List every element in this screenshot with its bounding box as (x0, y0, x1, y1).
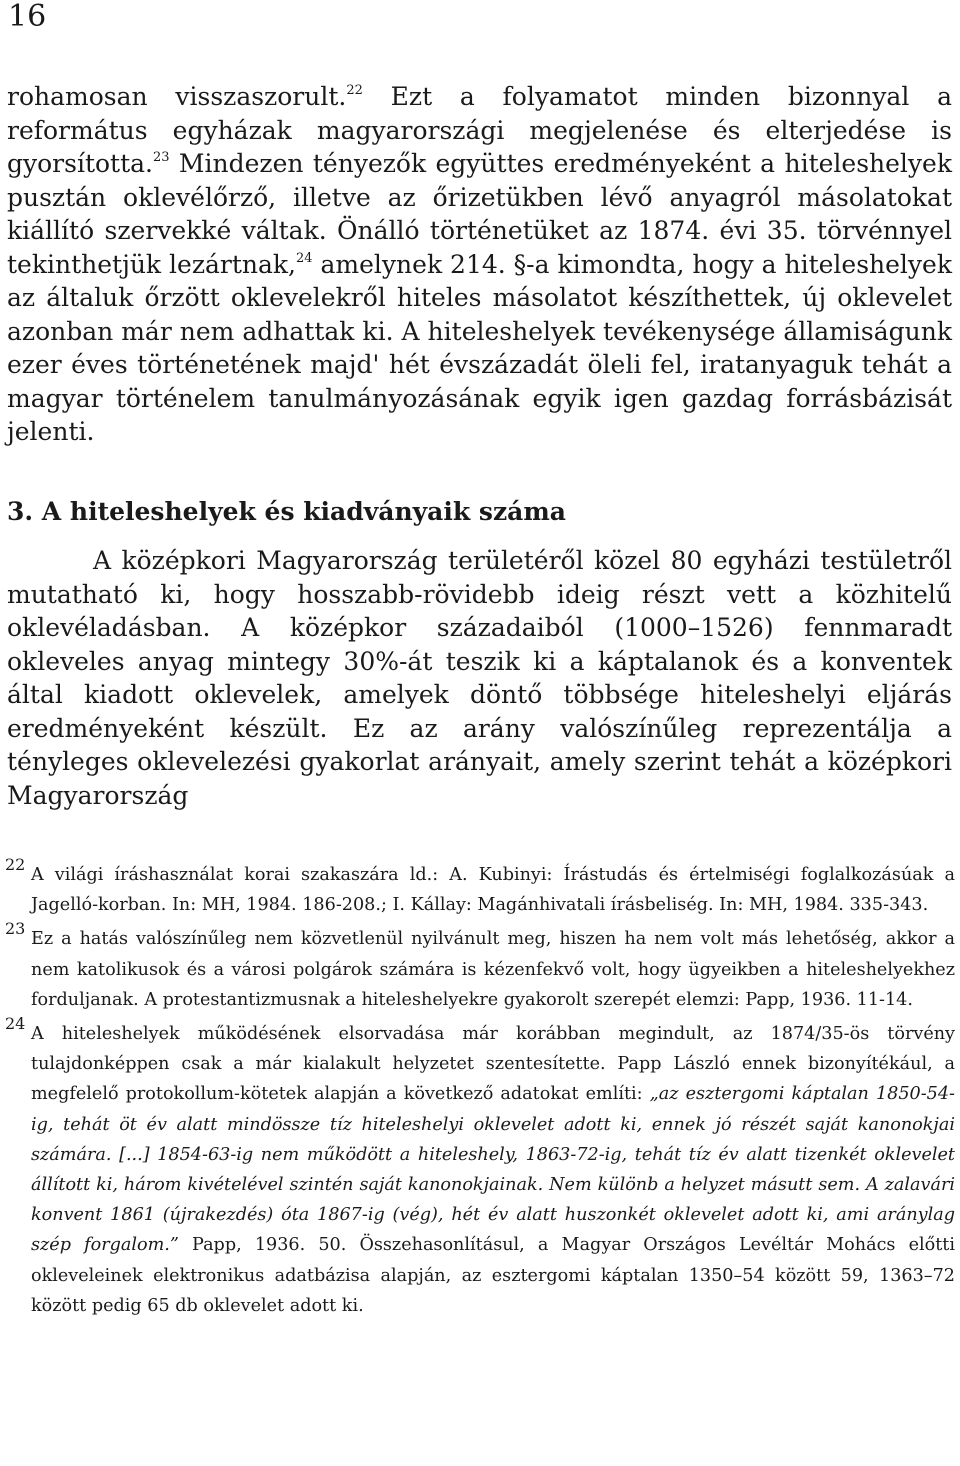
footnote-reference[interactable]: 23 (153, 150, 170, 165)
paragraph-text: amelynek 214. §-a kimondta, hogy a hiteleshelyek az általuk őrzött oklevelekről hiteles másolatot készíthettek, új oklevelet azonban már nem adhattak ki. A hiteleshelyek tevékenysége államiságunk ezer éves történetének majd' hét évszázadát öleli fel, iratanyaguk tehát a magyar történelem tanulmányozásának egyik igen gazdag forrásbázisát jelenti. (7, 249, 952, 446)
footnote-number: 22 (5, 855, 26, 874)
footnote-text: Ez a hatás valószínűleg nem közvetlenül nyilvánult meg, hiszen ha nem volt más lehetőség, akkor a nem katolikusok és a városi polgárok számára is kézenfekvő volt, hogy ügyeikben a hiteleshelyekhez forduljanak. A protestantizmusnak a hiteleshelyekre gyakorolt szerepét elemzi: Papp, 1936. 11-14. (31, 929, 955, 1010)
footnote-reference[interactable]: 22 (346, 83, 363, 98)
section-heading: 3. A hiteleshelyek és kiadványaik száma (7, 497, 566, 526)
footnote-text: Papp, 1936. 50. Összehasonlításul, a Magyar Országos Levéltár Mohács előtti okleveleinek elektronikus adatbázisa alapján, az esztergomi káptalan 1350–54 között 59, 1363–72 között pedig 65 db oklevelet adott ki. (31, 1235, 955, 1316)
footnote (5, 855, 955, 920)
footnote-quote: „az esztergomi káptalan 1850-54-ig, tehát öt év alatt mindössze tíz hiteleshelyi oklevelet adott ki, ennek jó részét saját kanonokjai számára. [...] 1854-63-ig nem működött a hiteleshely, 1863-72-ig, tehát tíz év alatt tizenkét oklevelet állított ki, három kivételével szintén saját kanonokjainak. Nem különb a helyzet másutt sem. A zalavári konvent 1861 (újrakezdés) óta 1867-ig (vég), hét év alatt huszonkét oklevelet adott ki, ami aránylag szép forgalom.” (31, 1084, 956, 1256)
footnote-text: A világi íráshasználat korai szakaszára ld.: A. Kubinyi: Írástudás és értelmiségi foglalkozásúak a Jagelló-korban. In: MH, 1984. 186-208.; I. Kállay: Magánhivatali írásbeliség. In: MH, 1984. 335-343. (31, 865, 955, 916)
footnote (5, 919, 955, 1015)
body-paragraph: A középkori Magyarország területéről közel 80 egyházi testületről mutatható ki, hogy hosszabb-rövidebb ideig részt vett a közhitelű oklevéladásban. A középkor századaiból (1000–1526) fennmaradt okleveles anyag mintegy 30%-át teszik ki a káptalanok és a konventek által kiadott oklevelek, amelyek döntő többsége hiteleshelyi eljárás eredményeként készült. Ez az arány valószínűleg reprezentálja a tényleges oklevelezési gyakorlat arányait, amely szerint tehát a középkori Magyarország (7, 546, 952, 810)
footnote-reference[interactable]: 24 (296, 250, 313, 266)
footnote (5, 1014, 956, 1321)
footnote-number: 23 (5, 919, 26, 939)
footnote-number: 24 (5, 1014, 26, 1034)
paragraph-text: Ezt a folyamatot minden bizonnyal a református egyházak magyarországi megjelenése és elterjedése is gyorsította. (7, 82, 952, 178)
paragraph-text: Mindezen tényezők együttes eredményeként a hiteleshelyek pusztán oklevélőrző, illetve az őrizetükben lévő anyagról másolatokat kiállító szervekké váltak. Önálló történetüket az 1874. évi 35. törvénnyel tekinthetjük lezártnak, (7, 149, 952, 279)
page-number: 16 (8, 0, 47, 34)
body-paragraph (7, 80, 952, 449)
footnote-text: A hiteleshelyek működésének elsorvadása már korábban megindult, az 1874/35-ös törvény tulajdonképpen csak a már kialakult helyzetet szentesítette. Papp László ennek bizonyítékául, a megfelelő protokollum-kötetek alapján a következő adatokat említi: (31, 1024, 955, 1105)
footnotes-section (5, 855, 956, 1325)
paragraph-text: rohamosan visszaszorult. (7, 82, 347, 111)
